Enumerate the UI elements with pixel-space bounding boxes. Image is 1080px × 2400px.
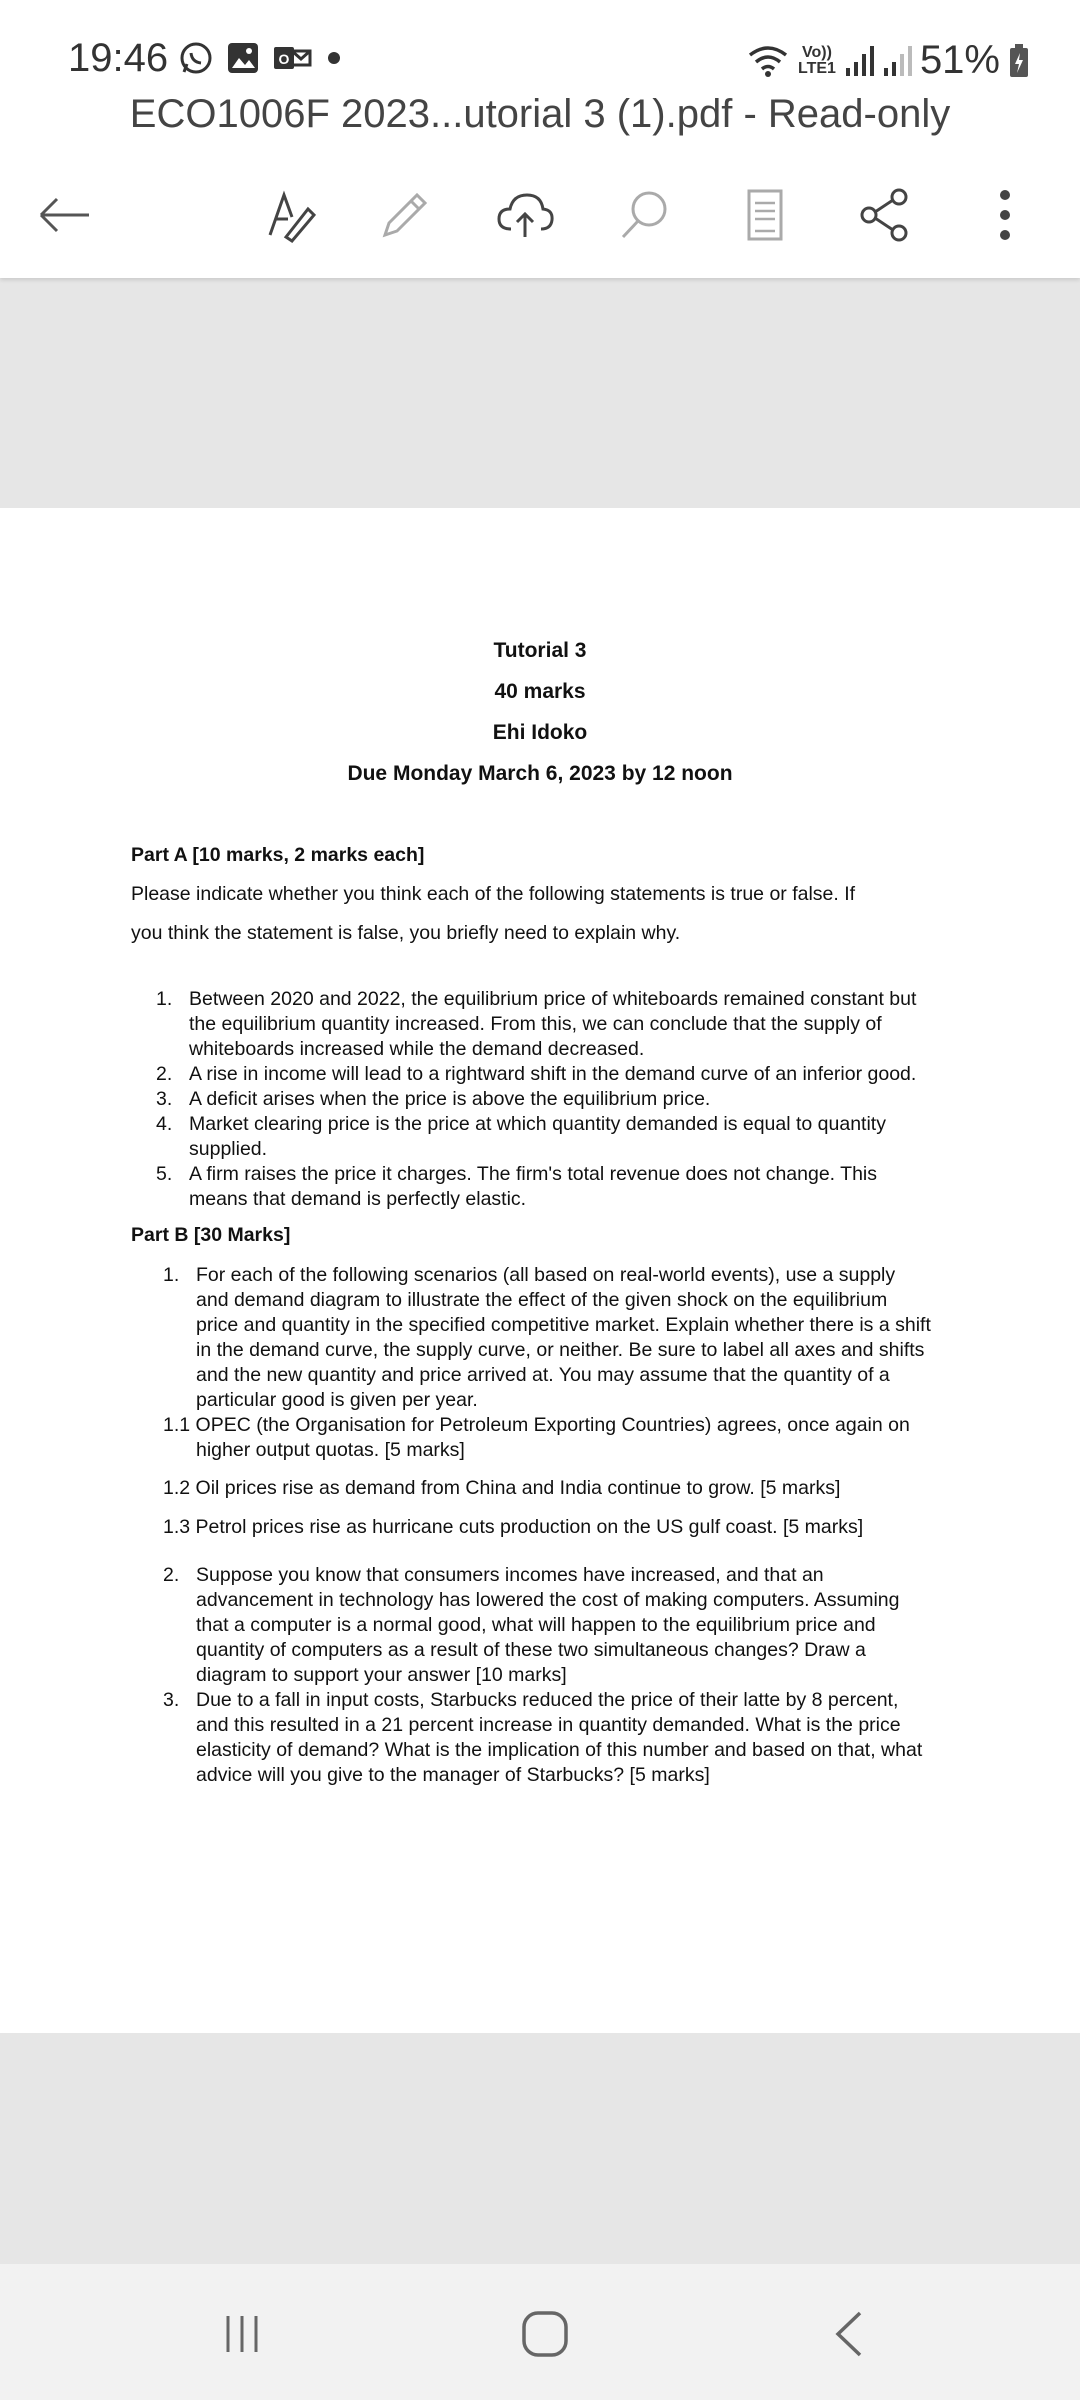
signal-icon-2 (882, 44, 912, 78)
home-icon (520, 2309, 570, 2359)
list-item: A rise in income will lead to a rightward shift in the demand curve of an inferior good. (189, 1063, 917, 1085)
pencil-icon (377, 187, 433, 243)
document-page[interactable] (0, 508, 1080, 2033)
list-item: supplied. (189, 1138, 268, 1160)
question-number: 1. (163, 1264, 180, 1286)
part-a-intro-1: Please indicate whether you think each of the following statements is true or false. If (131, 883, 856, 905)
list-item: whiteboards increased while the demand decreased. (189, 1038, 645, 1060)
list-item-number: 3. (156, 1088, 173, 1110)
whatsapp-icon (178, 40, 214, 76)
lte-label: LTE1 (798, 59, 836, 77)
question-line: and this resulted in a 21 percent increase in quantity demanded. What is the price (196, 1714, 901, 1736)
doc-heading-due: Due Monday March 6, 2023 by 12 noon (347, 762, 733, 785)
system-nav-bar (0, 2264, 1080, 2400)
list-item-number: 2. (156, 1063, 173, 1085)
sub-question-1-1: 1.1 OPEC (the Organisation for Petroleum Exporting Countries) agrees, once again on (163, 1414, 910, 1436)
sub-question-1-2: 1.2 Oil prices rise as demand from China and India continue to grow. [5 marks] (163, 1477, 841, 1499)
list-item: means that demand is perfectly elastic. (189, 1188, 527, 1210)
battery-charging-icon (1008, 43, 1030, 79)
more-vert-icon (995, 187, 1015, 243)
list-item: A deficit arises when the price is above the equilibrium price. (189, 1088, 711, 1110)
part-b-heading: Part B [30 Marks] (131, 1224, 291, 1246)
app-header (0, 0, 1080, 278)
question-number: 3. (163, 1689, 180, 1711)
dot-icon (324, 48, 344, 68)
question-line: advancement in technology has lowered the cost of making computers. Assuming (196, 1589, 900, 1611)
search-icon (617, 187, 673, 243)
list-item: Market clearing price is the price at which quantity demanded is equal to quantity (189, 1113, 886, 1135)
outlook-icon (272, 41, 312, 75)
part-a-intro-2: you think the statement is false, you briefly need to explain why. (131, 922, 681, 944)
wifi-icon (746, 43, 790, 79)
doc-heading-author: Ehi Idoko (492, 721, 588, 744)
status-time: 19:46 (68, 36, 169, 80)
nav-back-button[interactable] (808, 2294, 888, 2374)
doc-heading-marks: 40 marks (494, 680, 586, 703)
question-line: quantity of computers as a result of these two simultaneous changes? Draw a (196, 1639, 866, 1661)
share-icon (857, 187, 913, 243)
battery-percent: 51% (919, 38, 1000, 82)
part-a-heading: Part A [10 marks, 2 marks each] (131, 844, 425, 866)
back-icon (830, 2309, 866, 2359)
text-edit-icon (262, 187, 318, 243)
sub-question-1-3: 1.3 Petrol prices rise as hurricane cuts production on the US gulf coast. [5 marks] (163, 1516, 864, 1538)
question-line: and the new quantity and price arrived at. You may assume that the quantity of a (196, 1364, 890, 1386)
text-edit-button[interactable] (255, 180, 325, 250)
status-right (746, 38, 1030, 83)
signal-icon (844, 44, 874, 78)
search-button[interactable] (610, 180, 680, 250)
page-view-icon (743, 187, 787, 243)
back-arrow-icon (37, 195, 93, 235)
page-view-button[interactable] (730, 180, 800, 250)
question-line: advice will you give to the manager of Starbucks? [5 marks] (196, 1764, 710, 1786)
question-line: that a computer is a normal good, what will happen to the equilibrium price and (196, 1614, 876, 1636)
volte-label: Vo)) (802, 43, 832, 61)
share-button[interactable] (850, 180, 920, 250)
recent-apps-button[interactable] (202, 2294, 282, 2374)
cloud-upload-icon (495, 187, 555, 243)
question-line: For each of the following scenarios (all based on real-world events), use a supply (196, 1264, 896, 1286)
question-line: Due to a fall in input costs, Starbucks reduced the price of their latte by 8 percent, (196, 1689, 899, 1711)
network-type (798, 45, 836, 77)
status-bar (0, 30, 1080, 90)
question-line: price and quantity in the specified competitive market. Explain whether there is a shift (196, 1314, 931, 1336)
notification-icons (178, 40, 344, 76)
svg-text:O: O (278, 51, 290, 67)
list-item-number: 4. (156, 1113, 173, 1135)
more-options-button[interactable] (970, 180, 1040, 250)
list-item: A firm raises the price it charges. The firm's total revenue does not change. This (189, 1163, 878, 1185)
question-line: diagram to support your answer [10 marks] (196, 1664, 567, 1686)
home-button[interactable] (505, 2294, 585, 2374)
document-title: ECO1006F 2023...utorial 3 (1).pdf - Read-only (129, 92, 951, 136)
recent-apps-icon (220, 2312, 264, 2356)
question-line: and demand diagram to illustrate the effect of the given shock on the equilibrium (196, 1289, 888, 1311)
draw-button[interactable] (370, 180, 440, 250)
question-line: particular good is given per year. (196, 1389, 478, 1411)
sub-question-1-1-cont: higher output quotas. [5 marks] (196, 1439, 465, 1461)
list-item-number: 1. (156, 988, 173, 1010)
doc-heading-title: Tutorial 3 (493, 639, 587, 662)
list-item: the equilibrium quantity increased. From this, we can conclude that the supply of (189, 1013, 882, 1035)
question-line: Suppose you know that consumers incomes have increased, and that an (196, 1564, 824, 1586)
list-item-number: 5. (156, 1163, 173, 1185)
gallery-icon (226, 41, 260, 75)
question-line: in the demand curve, the supply curve, or neither. Be sure to label all axes and shifts (196, 1339, 925, 1361)
back-button[interactable] (30, 180, 100, 250)
question-number: 2. (163, 1564, 180, 1586)
upload-button[interactable] (490, 180, 560, 250)
list-item: Between 2020 and 2022, the equilibrium price of whiteboards remained constant but (189, 988, 917, 1010)
question-line: elasticity of demand? What is the implication of this number and based on that, what (196, 1739, 923, 1761)
toolbar (0, 180, 1080, 250)
